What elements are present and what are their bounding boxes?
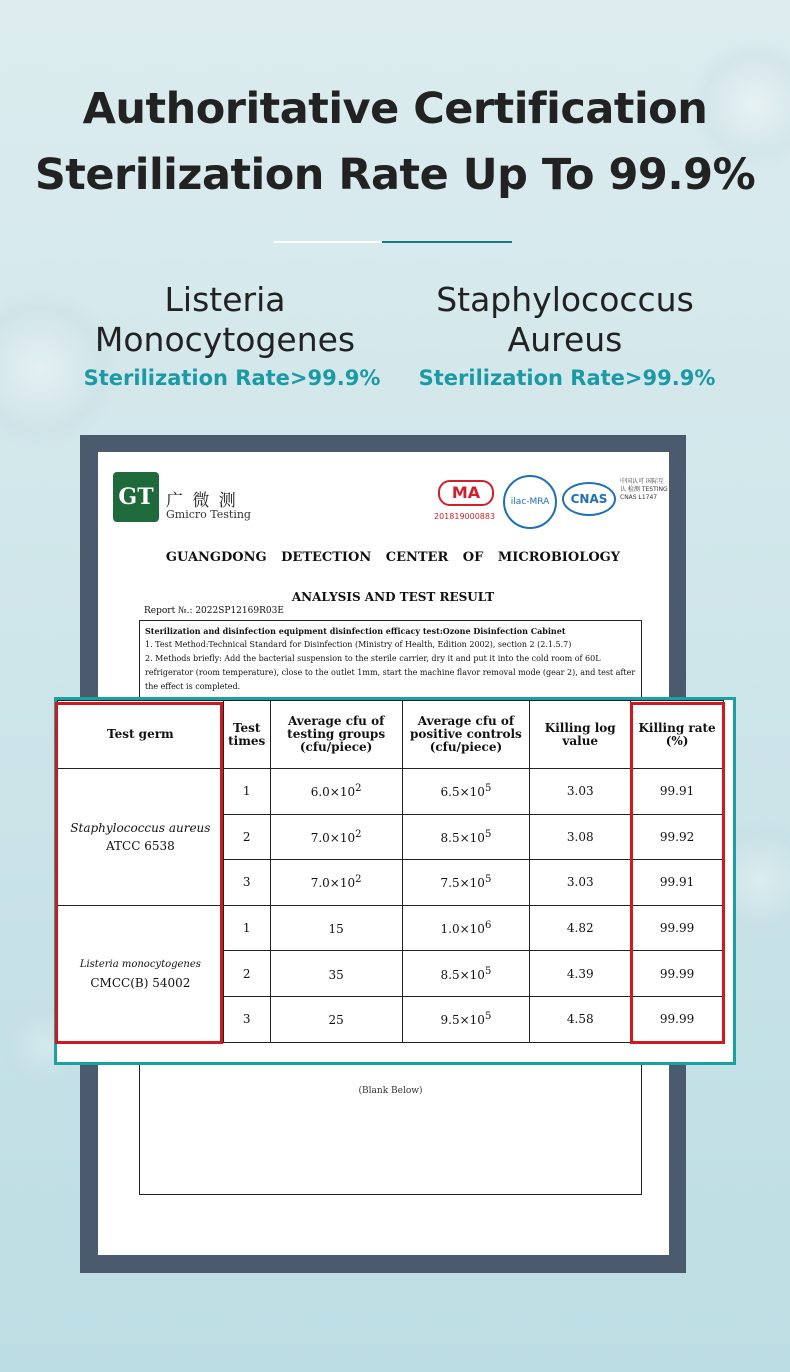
cell-killing-rate: 99.99 [631,996,724,1042]
cell-times: 3 [223,860,270,906]
value-mantissa: 6.0×10 [310,785,356,800]
cell-times: 1 [223,905,270,951]
germ-scientific-name: Listeria monocytogenes [79,958,201,970]
value-mantissa: 1.0×10 [440,922,485,937]
germ-staph-name [400,280,730,360]
ilac-mra-seal-icon: ilac-MRA [503,475,557,529]
cell-avg-positive [402,769,530,815]
value-mantissa: 15 [328,922,344,937]
value-mantissa: 7.0×10 [310,876,356,891]
value-mantissa: 35 [328,967,344,982]
value-exponent: 5 [484,783,492,795]
cma-seal-icon: MA [438,480,494,506]
divider-left [274,241,382,243]
germ-scientific-name: Staphylococcus aureus [70,820,211,835]
cell-killing-rate: 99.99 [631,905,724,951]
value-exponent: 5 [484,874,492,886]
germ-strain: ATCC 6538 [106,838,175,853]
cnas-seal-icon: CNAS [562,482,616,516]
divider-right [382,241,512,243]
cell-avg-positive [402,951,530,997]
headline-line-1: Authoritative Certification [82,84,708,134]
cell-avg-positive [402,860,530,906]
method-description [139,620,642,698]
blank-area-box [139,1065,642,1195]
value-mantissa: 8.5×10 [440,967,485,982]
cell-killing-log: 3.08 [530,814,631,860]
headline-line-2: Sterilization Rate Up To 99.9% [34,150,756,200]
value-mantissa: 25 [328,1013,344,1028]
cell-killing-rate: 99.92 [631,814,724,860]
cnas-accreditation-text: 中国认可 国际互认 检测 TESTING CNAS L1747 [620,478,668,501]
germ-listeria-name [60,280,390,360]
cell-avg-positive [402,996,530,1042]
germ-staph-rate: Sterilization Rate>99.9% [418,366,716,390]
header-avg-positive: Average cfu of positive controls (cfu/piece) [402,701,530,769]
value-exponent: 2 [355,874,362,886]
value-mantissa: 7.0×10 [310,830,356,845]
value-mantissa: 7.5×10 [440,876,485,891]
organization-name: GUANGDONG DETECTION CENTER OF MICROBIOLOGY [165,550,621,565]
cell-killing-rate: 99.91 [631,769,724,815]
cma-number: 201819000883 [434,512,496,521]
highlight-killing-rate-column [630,702,725,1044]
germ-staph-name-line2: Aureus [507,320,623,359]
germ-listeria-rate: Sterilization Rate>99.9% [83,366,381,390]
cell-times: 1 [223,769,270,815]
cell-avg-positive [402,905,530,951]
value-exponent: 5 [484,965,492,977]
lab-name-en: Gmicro Testing [166,508,251,521]
germ-strain: CMCC(B) 54002 [90,975,191,990]
header-avg-testing: Average cfu of testing groups (cfu/piece) [270,701,402,769]
germ-listeria-name-line2: Monocytogenes [94,320,356,359]
germ-staph-name-line1: Staphylococcus [436,280,694,319]
value-mantissa: 8.5×10 [440,830,485,845]
cell-avg-testing [270,905,402,951]
cell-avg-positive [402,814,530,860]
cell-avg-testing [270,951,402,997]
cell-killing-log: 4.82 [530,905,631,951]
document-title: ANALYSIS AND TEST RESULT [291,590,495,604]
value-exponent: 5 [484,1011,492,1023]
method-title: Sterilization and disinfection equipment disinfection efficacy test:Ozone Disinfection Cabinet [145,626,566,636]
cell-killing-rate: 99.91 [631,860,724,906]
header-test-times: Test times [223,701,270,769]
blank-below-note: (Blank Below) [358,1086,423,1096]
cell-avg-testing [270,769,402,815]
method-item-2: 2. Methods briefly: Add the bacterial suspension to the sterile carrier, dry it and put it into the cold room of 60L refrigerator (room temperature), close to the outlet 1mm, start the machine flavor removal mode (gear 2), and test after the effect is completed. [145,654,636,691]
cell-avg-testing [270,996,402,1042]
lab-name-cn: 广 微 测 [166,491,238,511]
value-exponent: 2 [355,828,362,840]
cell-times: 3 [223,996,270,1042]
gmicro-logo-icon: GT [113,472,159,522]
value-exponent: 5 [484,828,492,840]
cell-avg-testing [270,860,402,906]
value-exponent: 2 [355,783,362,795]
value-mantissa: 6.5×10 [440,785,485,800]
method-item-1: 1. Test Method:Technical Standard for Disinfection (Ministry of Health, Edition 2002), section 2 (2.1.5.7) [145,640,572,649]
header-killing-log: Killing log value [530,701,631,769]
cell-avg-testing [270,814,402,860]
cell-times: 2 [223,814,270,860]
cell-killing-log: 4.58 [530,996,631,1042]
germ-listeria-name-line1: Listeria [164,280,286,319]
cell-killing-log: 4.39 [530,951,631,997]
header-test-germ: Test germ [58,701,224,769]
cell-times: 2 [223,951,270,997]
cell-killing-log: 3.03 [530,860,631,906]
value-mantissa: 9.5×10 [440,1013,485,1028]
highlight-test-germ-column [55,702,223,1044]
cell-killing-rate: 99.99 [631,951,724,997]
value-exponent: 6 [484,920,492,932]
cell-killing-log: 3.03 [530,769,631,815]
report-number: Report №.: 2022SP12169R03E [144,606,284,616]
header-killing-rate: Killing rate (%) [631,701,724,769]
